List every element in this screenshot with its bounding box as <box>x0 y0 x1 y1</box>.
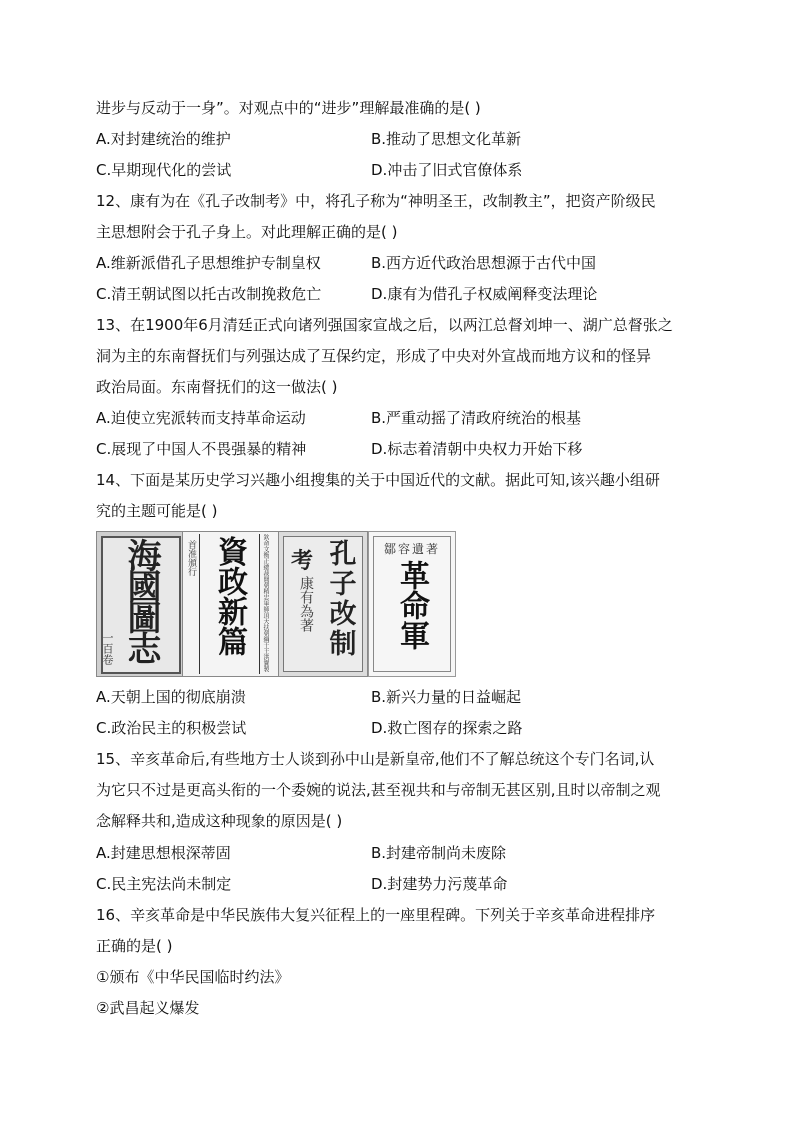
book-cover-geming-jun <box>368 531 456 677</box>
q16-item-2: ②武昌起义爆发 <box>96 999 200 1017</box>
q13-option-a[interactable]: A.迫使立宪派转而支持革命运动 <box>96 409 306 427</box>
q12-stem-line-1: 12、康有为在《孔子改制考》中，将孔子称为“神明圣王，改制教主”，把资产阶级民 <box>96 192 656 210</box>
book-cover-kongzi-gaizhi-kao <box>278 531 368 677</box>
q15-option-c[interactable]: C.民主宪法尚未制定 <box>96 875 232 893</box>
q15-stem-line-2: 为它只不过是更高头衔的一个委婉的说法,甚至视共和与帝制无甚区别,且时以帝制之观 <box>96 781 661 799</box>
q16-item-1: ①颁布《中华民国临时约法》 <box>96 968 290 986</box>
q11-option-b[interactable]: B.推动了思想文化革新 <box>371 130 522 148</box>
book-cover-zizheng-xinpian <box>182 531 280 677</box>
book1-title: 海國圖志 <box>121 538 161 662</box>
q11-option-d[interactable]: D.冲击了旧式官僚体系 <box>371 161 523 179</box>
book2-side-label: 首准頒行 <box>186 540 196 576</box>
book1-volume: 一百卷 <box>101 632 114 665</box>
book4-title: 革命軍 <box>394 560 429 650</box>
q12-option-c[interactable]: C.清王朝试图以托古改制挽救危亡 <box>96 285 322 303</box>
q16-stem-line-2: 正确的是( ) <box>96 937 173 955</box>
q15-option-a[interactable]: A.封建思想根深蒂固 <box>96 844 231 862</box>
q15-stem-line-3: 念解释共和,造成这种现象的原因是( ) <box>96 812 343 830</box>
q14-option-a[interactable]: A.天朝上国的彻底崩溃 <box>96 688 246 706</box>
q12-option-a[interactable]: A.维新派借孔子思想维护专制皇权 <box>96 254 321 272</box>
book2-title: 資政新篇 <box>212 536 247 656</box>
q14-stem-line-2: 究的主题可能是( ) <box>96 502 218 520</box>
q12-option-b[interactable]: B.西方近代政治思想源于古代中国 <box>371 254 597 272</box>
q11-option-c[interactable]: C.早期现代化的尝试 <box>96 161 232 179</box>
q13-option-d[interactable]: D.标志着清朝中央权力开始下移 <box>371 440 583 458</box>
book3-title-kao: 考 <box>291 548 314 574</box>
q14-option-d[interactable]: D.救亡图存的探索之路 <box>371 719 523 737</box>
q13-stem-line-3: 政治局面。东南督抚们的这一做法( ) <box>96 378 338 396</box>
book3-title-main: 孔子改制 <box>329 539 357 660</box>
q15-stem-line-1: 15、辛亥革命后,有些地方士人谈到孙中山是新皇帝,他们不了解总统这个专门名词,认 <box>96 750 655 768</box>
q11-stem-tail: 进步与反动于一身”。对观点中的“进步”理解最准确的是( ) <box>96 99 481 117</box>
q16-stem-line-1: 16、辛亥革命是中华民族伟大复兴征程上的一座里程碑。下列关于辛亥革命进程排序 <box>96 906 656 924</box>
book4-header: 鄒容遺著 <box>383 542 440 556</box>
q14-stem-line-1: 14、下面是某历史学习兴趣小组搜集的关于中国近代的文献。据此可知,该兴趣小组研 <box>96 471 660 489</box>
book3-author: 康有為著 <box>298 576 314 632</box>
q15-option-b[interactable]: B.封建帝制尚未废除 <box>371 844 507 862</box>
book2-note: 欽命文衡正總裁開朝精忠軍師頂天扶朝綱干王洪寶製 <box>262 534 269 672</box>
q13-stem-line-1: 13、在1900年6月清廷正式向诸列强国家宣战之后，以两江总督刘坤一、湖广总督张之 <box>96 316 673 334</box>
book-cover-haiguo-tuzhi <box>96 531 184 677</box>
q14-option-c[interactable]: C.政治民主的积极尝试 <box>96 719 247 737</box>
q14-option-b[interactable]: B.新兴力量的日益崛起 <box>371 688 522 706</box>
q13-option-b[interactable]: B.严重动摇了清政府统治的根基 <box>371 409 582 427</box>
q11-option-a[interactable]: A.对封建统治的维护 <box>96 130 231 148</box>
q12-stem-line-2: 主思想附会于孔子身上。对此理解正确的是( ) <box>96 223 398 241</box>
q13-stem-line-2: 洞为主的东南督抚们与列强达成了互保约定，形成了中央对外宣战而地方议和的怪异 <box>96 347 652 365</box>
q12-option-d[interactable]: D.康有为借孔子权威阐释变法理论 <box>371 285 598 303</box>
q15-option-d[interactable]: D.封建势力污蔑革命 <box>371 875 508 893</box>
q13-option-c[interactable]: C.展现了中国人不畏强暴的精神 <box>96 440 307 458</box>
q14-book-covers-image <box>96 531 454 675</box>
